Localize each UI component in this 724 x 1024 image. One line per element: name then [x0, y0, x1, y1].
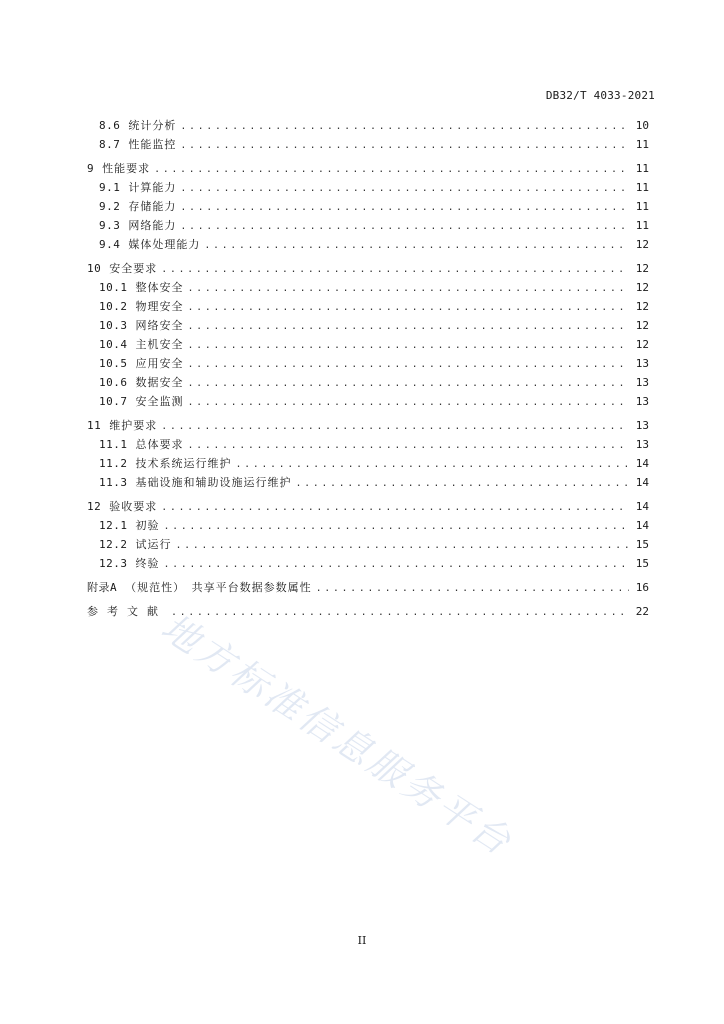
toc-number: 10 — [87, 262, 102, 275]
toc-number: 11 — [87, 419, 102, 432]
toc-title: 初验 — [135, 519, 160, 532]
toc-leader-dots — [188, 440, 630, 451]
toc-title: 性能要求 — [102, 162, 151, 175]
toc-page-number: 12 — [635, 319, 649, 332]
toc-leader-dots — [188, 397, 630, 408]
toc-leader-dots — [188, 378, 630, 389]
toc-entry[interactable] — [87, 298, 649, 317]
toc-number: 10.3 — [99, 319, 128, 332]
toc-entry[interactable] — [87, 536, 649, 555]
toc-entry[interactable] — [87, 160, 649, 179]
toc-entry[interactable] — [87, 455, 649, 474]
toc-number: 11.1 — [99, 438, 128, 451]
toc-entry[interactable] — [87, 217, 649, 236]
toc-entry[interactable] — [87, 374, 649, 393]
toc-page-number: 15 — [635, 538, 649, 551]
toc-entry[interactable] — [87, 198, 649, 217]
toc-entry[interactable] — [87, 393, 649, 412]
toc-page-number: 14 — [635, 457, 649, 470]
toc-number: 8.7 — [99, 138, 121, 151]
toc-page-number: 12 — [635, 262, 649, 275]
toc-entry[interactable] — [87, 474, 649, 493]
toc-page-number: 11 — [635, 219, 649, 232]
toc-title: 整体安全 — [135, 281, 184, 294]
toc-page-number: 13 — [635, 376, 649, 389]
toc-leader-dots — [164, 521, 630, 532]
toc-leader-dots — [316, 583, 629, 594]
toc-number: 9.3 — [99, 219, 121, 232]
toc-number: 12.1 — [99, 519, 128, 532]
watermark: 地方标准信息服务平台 — [153, 605, 521, 865]
toc-leader-dots — [180, 183, 629, 194]
toc-title: 基础设施和辅助设施运行维护 — [135, 476, 292, 489]
toc-title: 安全要求 — [109, 262, 158, 275]
toc-leader-dots — [188, 321, 630, 332]
toc-number: 9.4 — [99, 238, 121, 251]
doc-code-header: DB32/T 4033-2021 — [545, 89, 655, 102]
toc-leader-dots — [176, 540, 630, 551]
toc-leader-dots — [161, 264, 629, 275]
toc-title: 应用安全 — [135, 357, 184, 370]
toc-leader-dots — [188, 302, 630, 313]
toc-number: 10.1 — [99, 281, 128, 294]
page-number: II — [357, 934, 367, 947]
toc-title: 媒体处理能力 — [128, 238, 201, 251]
toc-number: 9 — [87, 162, 95, 175]
toc-entry[interactable] — [87, 517, 649, 536]
toc-entry[interactable] — [87, 417, 649, 436]
toc-number: 8.6 — [99, 119, 121, 132]
toc-page-number: 16 — [635, 581, 649, 594]
toc-entry[interactable] — [87, 279, 649, 298]
toc-number: 10.7 — [99, 395, 128, 408]
toc-title: 试运行 — [135, 538, 172, 551]
toc-title: 验收要求 — [109, 500, 158, 513]
toc-title: 网络安全 — [135, 319, 184, 332]
toc-page-number: 12 — [635, 281, 649, 294]
toc-leader-dots — [236, 459, 630, 470]
toc-entry-appendix[interactable] — [87, 579, 649, 598]
toc-number: 10.6 — [99, 376, 128, 389]
toc-page-number: 13 — [635, 395, 649, 408]
toc-page-number: 13 — [635, 438, 649, 451]
toc-title: 数据安全 — [135, 376, 184, 389]
toc-leader-dots — [188, 340, 630, 351]
toc-page-number: 12 — [635, 238, 649, 251]
toc-title: 终验 — [135, 557, 160, 570]
toc-entry[interactable] — [87, 117, 649, 136]
toc-leader-dots — [154, 164, 629, 175]
toc-page-number: 14 — [635, 476, 649, 489]
toc-page-number: 11 — [635, 162, 649, 175]
toc-number: 附录A — [87, 581, 118, 594]
toc-number: 10.5 — [99, 357, 128, 370]
toc-entry[interactable] — [87, 260, 649, 279]
toc-page-number: 13 — [635, 357, 649, 370]
toc-number: 11.3 — [99, 476, 128, 489]
toc-leader-dots — [161, 502, 629, 513]
toc-title: 安全监测 — [135, 395, 184, 408]
table-of-contents — [87, 117, 649, 622]
toc-entry[interactable] — [87, 355, 649, 374]
toc-number: 9.2 — [99, 200, 121, 213]
toc-leader-dots — [164, 559, 630, 570]
toc-title: 性能监控 — [128, 138, 177, 151]
toc-number: 9.1 — [99, 181, 121, 194]
toc-entry[interactable] — [87, 336, 649, 355]
toc-page-number: 22 — [635, 605, 649, 618]
toc-leader-dots — [204, 240, 629, 251]
toc-title: 参考文献 — [87, 605, 167, 618]
toc-entry[interactable] — [87, 317, 649, 336]
toc-page-number: 12 — [635, 300, 649, 313]
toc-title: 总体要求 — [135, 438, 184, 451]
toc-number: 10.2 — [99, 300, 128, 313]
toc-leader-dots — [180, 140, 629, 151]
toc-leader-dots — [296, 478, 630, 489]
toc-number: 11.2 — [99, 457, 128, 470]
toc-title: 存储能力 — [128, 200, 177, 213]
toc-page-number: 11 — [635, 138, 649, 151]
toc-number: 12.2 — [99, 538, 128, 551]
toc-leader-dots — [188, 359, 630, 370]
toc-number: 12.3 — [99, 557, 128, 570]
toc-entry[interactable] — [87, 436, 649, 455]
toc-title: 维护要求 — [109, 419, 158, 432]
toc-entry-references[interactable] — [87, 603, 649, 622]
toc-entry[interactable] — [87, 498, 649, 517]
toc-page-number: 15 — [635, 557, 649, 570]
toc-page-number: 14 — [635, 500, 649, 513]
toc-leader-dots — [171, 607, 629, 618]
toc-entry[interactable] — [87, 555, 649, 574]
toc-entry[interactable] — [87, 236, 649, 255]
toc-title: （规范性） 共享平台数据参数属性 — [125, 581, 312, 594]
toc-page-number: 12 — [635, 338, 649, 351]
toc-leader-dots — [180, 202, 629, 213]
toc-title: 计算能力 — [128, 181, 177, 194]
toc-page-number: 10 — [635, 119, 649, 132]
toc-entry[interactable] — [87, 179, 649, 198]
toc-title: 主机安全 — [135, 338, 184, 351]
toc-leader-dots — [161, 421, 629, 432]
toc-leader-dots — [188, 283, 630, 294]
toc-page-number: 11 — [635, 200, 649, 213]
toc-title: 统计分析 — [128, 119, 177, 132]
toc-leader-dots — [180, 121, 629, 132]
toc-title: 物理安全 — [135, 300, 184, 313]
toc-number: 10.4 — [99, 338, 128, 351]
toc-title: 网络能力 — [128, 219, 177, 232]
toc-title: 技术系统运行维护 — [135, 457, 232, 470]
toc-entry[interactable] — [87, 136, 649, 155]
toc-page-number: 13 — [635, 419, 649, 432]
toc-page-number: 11 — [635, 181, 649, 194]
toc-leader-dots — [180, 221, 629, 232]
toc-number: 12 — [87, 500, 102, 513]
toc-page-number: 14 — [635, 519, 649, 532]
